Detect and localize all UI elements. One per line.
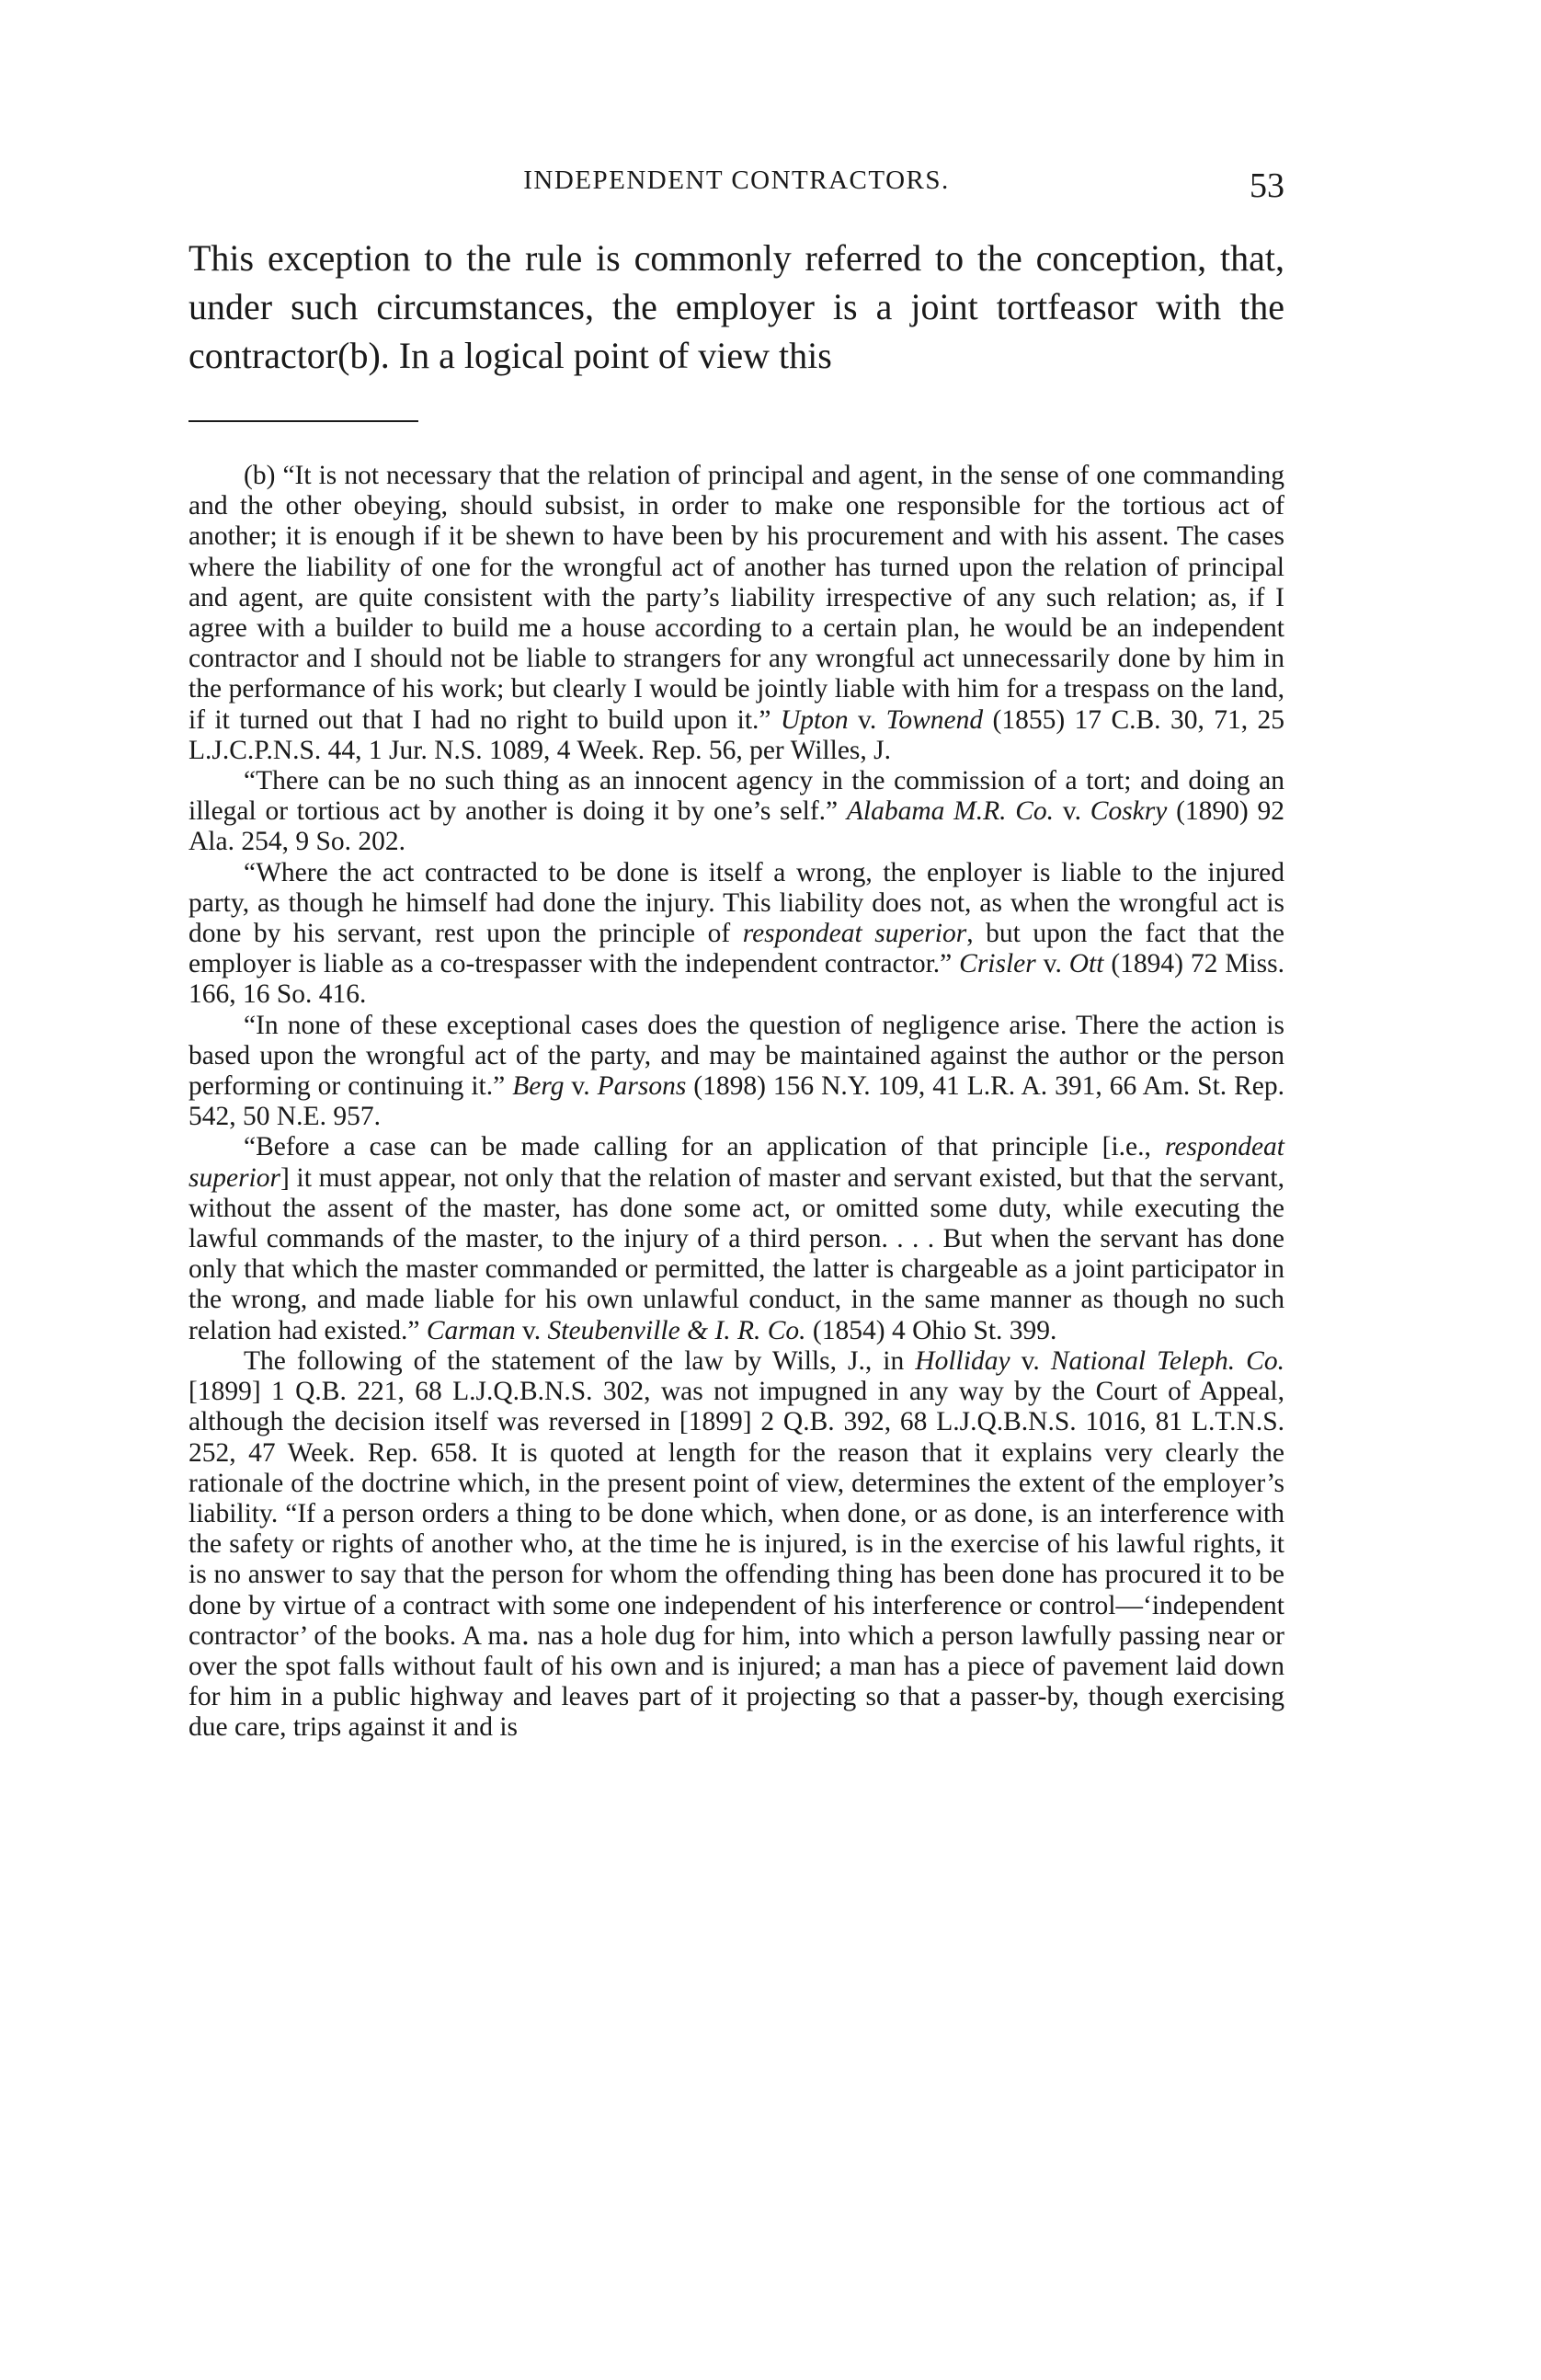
case-name: Townend — [885, 704, 984, 735]
case-name: Ott — [1068, 949, 1104, 979]
footnote-paragraph — [188, 1132, 1284, 1345]
footnote-text: The following of the statement of the law by Wills, J., in — [244, 1345, 916, 1376]
footnote-paragraph — [188, 858, 1284, 1011]
case-name: Carman — [426, 1315, 516, 1345]
footnote-text: (1854) 4 Ohio St. 399. — [805, 1315, 1057, 1345]
footnote-paragraph — [188, 1346, 1284, 1744]
page-number: 53 — [1250, 166, 1284, 205]
footnote-text: “Before a case can be made calling for an application of that principle [i.e., — [244, 1132, 1165, 1162]
body-paragraph: This exception to the rule is commonly referred to the conception, that, under such circumstances, the employer is a joint tortfeasor with the contractor(b). In a logical point of view this — [188, 237, 1284, 376]
footnote-text: v. — [1054, 796, 1090, 827]
case-name: Alabama M.R. Co. — [846, 796, 1055, 827]
footnote-text: v. — [1035, 949, 1069, 979]
footnote-text: , but upon the fact that the employer is liable as a co-trespasser with the independent contractor.” — [188, 919, 1284, 979]
footnote-paragraph — [188, 1011, 1284, 1133]
case-name: Parsons — [597, 1071, 687, 1102]
running-head: INDEPENDENT CONTRACTORS. — [523, 166, 950, 195]
footnote-text: (b) “It is not necessary that the relation of principal and agent, in the sense of one commanding and the other obeying, should subsist, in order to make one responsible for the tortious act of another; it is enough if it be shewn to have been by his procurement and with his assent. The cases where the liability of one for the wrongful act of another has turned upon the relation of principal and agent, are quite consistent with the party’s liability irrespective of any such relation; as, if I agree with a builder to build me a house according to a certain plan, he would be an independent contractor and I should not be liable to strangers for any wrongful act unnecessarily done by him in the performance of his work; but clearly I would be jointly liable with him for a trespass on the land, if it turned out that I had no right to build upon it.” — [188, 461, 1284, 735]
footnote-text: v. — [1010, 1345, 1051, 1376]
footnote-text: v. — [515, 1315, 548, 1345]
footnote-text: (1898) 156 N.Y. 109, 41 L.R. A. 391, 66 Am. St. Rep. 542, 50 N.E. 957. — [188, 1071, 1285, 1132]
footnote-text: v. — [848, 704, 886, 735]
footnotes — [188, 461, 1284, 1744]
case-name: National Teleph. Co. — [1050, 1345, 1284, 1376]
footnote-text: (1855) 17 C.B. 30, 71, 25 L.J.C.P.N.S. 44, 1 Jur. N.S. 1089, 4 Week. Rep. 56, per Willes, J. — [188, 704, 1284, 765]
footnote-separator — [188, 420, 418, 422]
footnote-text: “There can be no such thing as an innocent agency in the commission of a tort; and doing an illegal or tortious act by another is doing it by one’s self.” — [188, 766, 1284, 827]
case-name: Steubenville & I. R. Co. — [547, 1315, 806, 1345]
footnote-text: (1894) 72 Miss. 166, 16 So. 416. — [188, 949, 1284, 1010]
case-name: Berg — [512, 1071, 565, 1102]
footnote-paragraph — [188, 461, 1284, 766]
footnote-text: v. — [564, 1071, 598, 1102]
footnote-text: ] it must appear, not only that the relation of master and servant existed, but that the servant, without the assent of the master, has done some act, or omitted some duty, while executing the lawful commands of the master, to the injury of a third person. . . . But when the servant has done only that which the master commanded or permitted, the latter is chargeable as a joint participator in the wrong, and made liable for his own unlawful conduct, in the same manner as though no such relation had existed.” — [188, 1162, 1284, 1345]
case-name: Holliday — [915, 1345, 1010, 1376]
case-name: Coskry — [1090, 796, 1168, 827]
case-name: respondeat superior — [742, 919, 967, 949]
footnote-text: “Where the act contracted to be done is itself a wrong, the enployer is liable to the injured party, as though he himself had done the injury. This liability does not, as when the wrongful act is done by his servant, rest upon the principle of — [188, 857, 1284, 949]
page-header — [188, 166, 1284, 217]
case-name: Crisler — [959, 949, 1036, 979]
footnote-text: “In none of these exceptional cases does the question of negligence arise. There the action is based upon the wrongful act of the party, and may be maintained against the author or the person performing or continuing it.” — [188, 1010, 1284, 1102]
footnote-text: (1890) 92 Ala. 254, 9 So. 202. — [188, 796, 1284, 857]
footnote-paragraph — [188, 766, 1284, 858]
case-name: respondeat superior — [188, 1132, 1284, 1193]
document-page — [188, 166, 1284, 1744]
footnote-text: [1899] 1 Q.B. 221, 68 L.J.Q.B.N.S. 302, was not impugned in any way by the Court of Appeal, although the decision itself was reversed in [1899] 2 Q.B. 392, 68 L.J.Q.B.N.S. 1016, 81 L.T.N.S. 252, 47 Week. Rep. 658. It is quoted at length for the reason that it explains very clearly the rationale of the doctrine which, in the present point of view, determines the extent of the employer’s liability. “If a person orders a thing to be done which, when done, or as done, is an interference with the safety or rights of another who, at the time he is injured, is in the exercise of his lawful rights, it is no answer to say that the person for whom the offending thing has been done has procured it to be done by virtue of a contract with some one independent of his interference or control—‘independent contractor’ of the books. A ma․ nas a hole dug for him, into which a person lawfully passing near or over the spot falls without fault of his own and is injured; a man has a piece of pavement laid down for him in a public highway and leaves part of it projecting so that a passer-by, though exercising due care, trips against it and is — [188, 1377, 1284, 1743]
case-name: Upton — [780, 704, 849, 735]
